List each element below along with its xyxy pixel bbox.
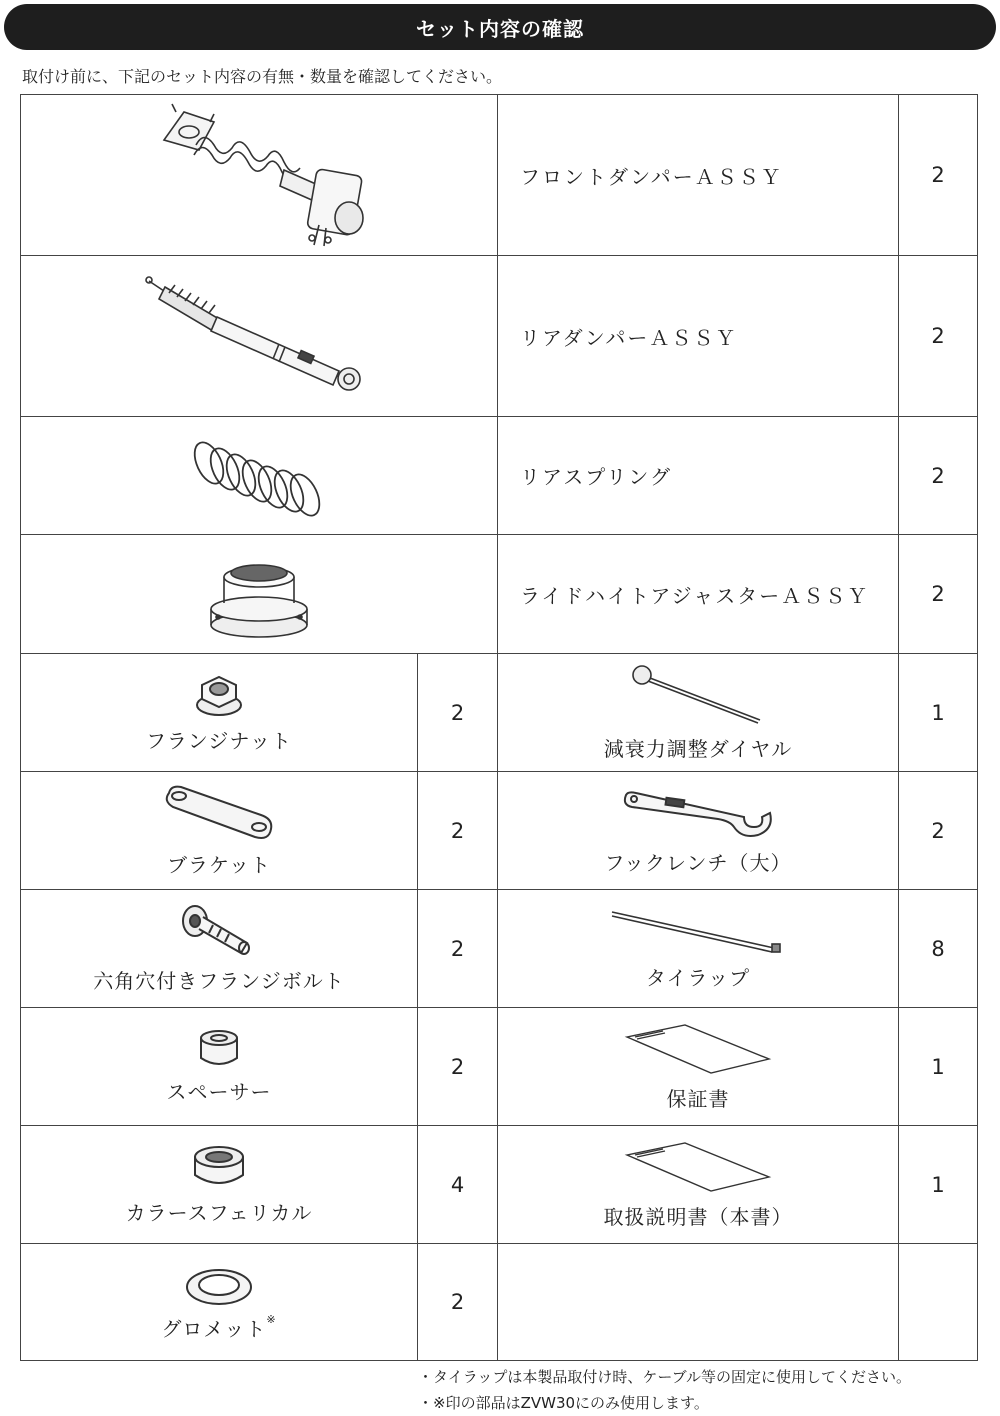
table-row	[21, 535, 978, 654]
grommet-icon	[183, 1263, 255, 1307]
front-damper-icon	[144, 100, 374, 250]
section-title: セット内容の確認	[416, 16, 584, 41]
flange-bolt-icon	[179, 903, 259, 959]
part-qty: 2	[899, 95, 978, 256]
note-line: ・※印の部品はZVW30にのみ使用します。	[418, 1394, 709, 1412]
part-name: 取扱説明書（本書）	[603, 1205, 793, 1229]
part-qty: 8	[899, 890, 978, 1008]
manual-icon	[623, 1139, 773, 1195]
notes	[418, 1364, 911, 1416]
table-row	[21, 772, 978, 890]
part-qty: 2	[418, 890, 498, 1008]
part-name: スペーサー	[166, 1080, 272, 1104]
part-name: リアダンパーＡＳＳＹ	[498, 256, 899, 417]
damping-dial-icon	[628, 663, 768, 727]
part-name: カラースフェリカル	[125, 1201, 313, 1225]
table-row	[21, 654, 978, 772]
note-line: ・タイラップは本製品取付け時、ケーブル等の固定に使用してください。	[418, 1368, 912, 1386]
part-name: フックレンチ（大）	[604, 851, 792, 875]
hook-wrench-icon	[618, 785, 778, 841]
table-row	[21, 417, 978, 535]
table-row	[21, 256, 978, 417]
part-name: 保証書	[666, 1087, 730, 1111]
part-name: リアスプリング	[498, 417, 899, 535]
ride-height-adjuster-icon	[204, 547, 314, 642]
part-qty: 2	[418, 1244, 498, 1361]
bracket-icon	[159, 783, 279, 843]
part-name: ライドハイトアジャスターＡＳＳＹ	[498, 535, 899, 654]
part-qty: 2	[899, 772, 978, 890]
tie-wrap-icon	[608, 906, 788, 956]
table-row	[21, 1244, 978, 1361]
section-header	[4, 4, 996, 50]
table-row	[21, 95, 978, 256]
part-qty: 1	[899, 1126, 978, 1244]
spacer-icon	[197, 1028, 241, 1070]
part-qty: 1	[899, 654, 978, 772]
part-name: グロメット※	[161, 1312, 277, 1341]
part-qty: 2	[899, 256, 978, 417]
part-qty: 2	[899, 535, 978, 654]
parts-table	[20, 94, 978, 1361]
rear-spring-icon	[189, 431, 329, 521]
table-row	[21, 1008, 978, 1126]
part-qty: 1	[899, 1008, 978, 1126]
part-qty: 2	[418, 654, 498, 772]
part-qty: 4	[418, 1126, 498, 1244]
part-name: タイラップ	[645, 966, 751, 990]
part-name: 減衰力調整ダイヤル	[603, 737, 793, 761]
rear-damper-icon	[139, 271, 379, 401]
part-name: 六角穴付きフランジボルト	[93, 969, 345, 993]
intro-text: 取付け前に、下記のセット内容の有無・数量を確認してください。	[22, 67, 503, 86]
part-qty: 2	[418, 1008, 498, 1126]
part-name: ブラケット	[167, 853, 271, 877]
flange-nut-icon	[194, 671, 244, 719]
warranty-icon	[623, 1021, 773, 1077]
part-qty: 2	[899, 417, 978, 535]
part-name: フランジナット	[145, 729, 293, 753]
empty-cell	[498, 1244, 899, 1361]
collar-spherical-icon	[191, 1143, 247, 1191]
empty-cell	[899, 1244, 978, 1361]
part-name: フロントダンパーＡＳＳＹ	[498, 95, 899, 256]
part-qty: 2	[418, 772, 498, 890]
table-row	[21, 1126, 978, 1244]
table-row	[21, 890, 978, 1008]
note-mark: ※	[266, 1312, 277, 1326]
